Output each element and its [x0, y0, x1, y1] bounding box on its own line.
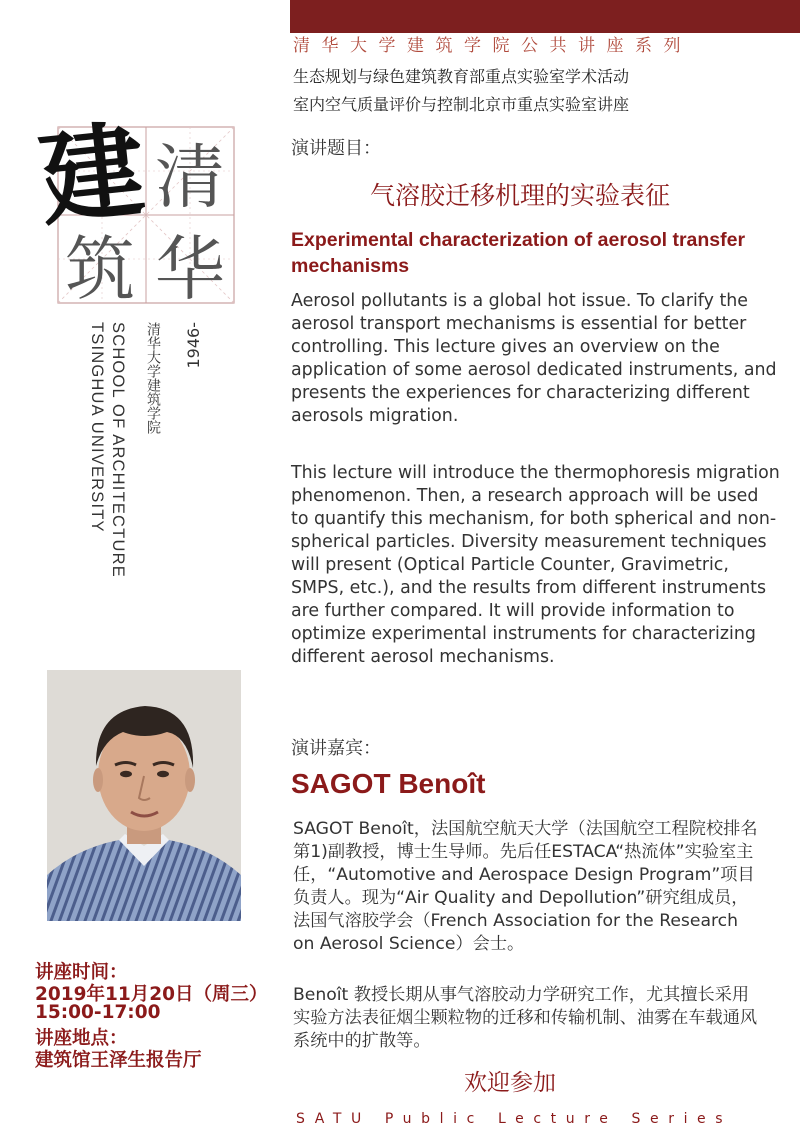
welcome-text: 欢迎参加 — [464, 1070, 556, 1096]
event-place: 建筑馆王泽生报告厅 — [35, 1050, 202, 1071]
school-name-en: SCHOOL OF ARCHITECTURE — [109, 322, 127, 578]
abstract-paragraph-1: Aerosol pollutants is a global hot issue. To clarify the aerosol transport mechanisms is essential for better controlling. This lecture gives an overview on the application of some aerosol dedicated instruments, and presents the experiences for characterizing different aerosols migration. — [291, 291, 777, 426]
top-banner-bar — [290, 0, 800, 33]
logo-char-qing: 清 — [155, 136, 225, 218]
speaker-label: 演讲嘉宾： — [291, 738, 381, 759]
speaker-bio-2: Benoît 教授长期从事气溶胶动力学研究工作，尤其擅长采用实验方法表征烟尘颗粒物的迁移和传输机制、油雾在车载通风系统中的扩散等。 — [293, 985, 758, 1051]
logo-grid-icon — [30, 115, 240, 315]
event-date: 2019年11月20日（周三） — [35, 984, 268, 1005]
talk-title-cn: 气溶胶迁移机理的实验表征 — [369, 181, 670, 210]
abstract-paragraph-2: This lecture will introduce the thermophoresis migration phenomenon. Then, a research approach will be used to quantify this mechanism, for both spherical and non-spherical particles. Diversity measurement techniques will present (Optical Particle Counter, Gravimetric, SMPS, etc.), and the results from different instruments are further compared. It will provide information to optimize experimental instruments for characterizing different aerosol mechanisms. — [291, 463, 780, 667]
logo-char-zhu: 筑 — [65, 228, 135, 310]
time-label: 讲座时间： — [35, 962, 128, 983]
speaker-bio-1: SAGOT Benoît，法国航空航天大学（法国航空工程院校排名第1)副教授，博士生导师。先后任ESTACA“热流体”实验室主任，“Automotive and Aerospace Design Program”项目负责人。现为“Air Quality and Depollution”研究组成员，法国气溶胶学会（French Association for the Research on Aerosol Science）会士。 — [293, 819, 758, 954]
talk-title-en: Experimental characterization of aerosol transfer mechanisms — [291, 229, 746, 277]
founding-year: 1946- — [184, 322, 203, 369]
speaker-photo — [47, 670, 241, 921]
lecture-series-title: 清华大学建筑学院公共讲座系列 — [293, 36, 692, 56]
logo-char-hua: 华 — [155, 228, 225, 310]
lab-activity-line: 生态规划与绿色建筑教育部重点实验室学术活动 — [293, 67, 630, 86]
logo-char-jian: 建 — [33, 115, 151, 242]
university-name-en: TSINGHUA UNIVERSITY — [88, 322, 106, 533]
school-logo — [30, 115, 240, 315]
speaker-name: SAGOT Benoît — [291, 768, 486, 799]
lab-lecture-line: 室内空气质量评价与控制北京市重点实验室讲座 — [293, 95, 630, 114]
topic-label: 演讲题目： — [291, 138, 381, 159]
lecture-series-en: SATU Public Lecture Series — [296, 1111, 733, 1127]
event-time: 15:00-17:00 — [35, 1002, 161, 1023]
place-label: 讲座地点： — [35, 1028, 128, 1049]
school-name-cn: 清华大学建筑学院 — [145, 322, 161, 434]
